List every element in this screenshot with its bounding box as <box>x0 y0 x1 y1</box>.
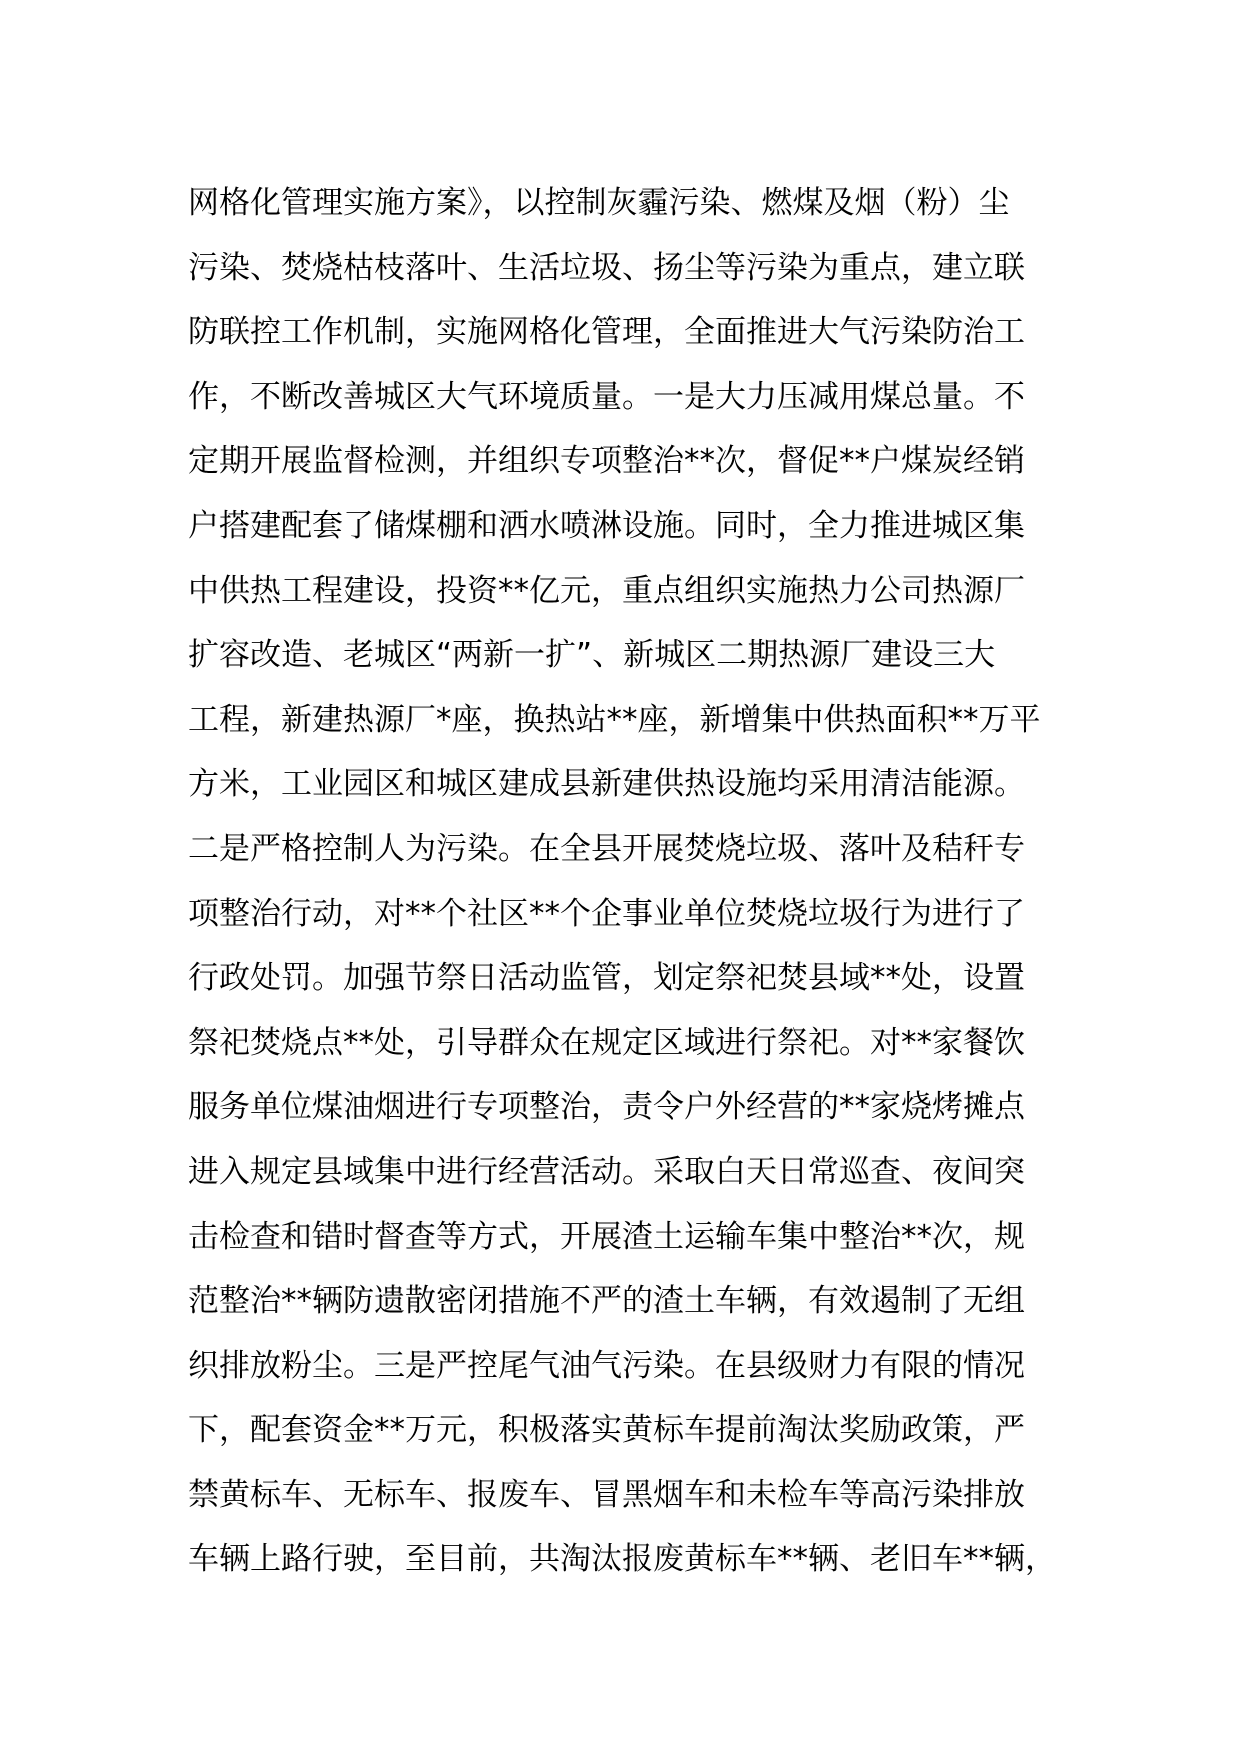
text-line-10: 方米，工业园区和城区建成县新建供热设施均采用清洁能源。 <box>188 766 1025 803</box>
text-line-5: 定期开展监督检测，并组织专项整治**次，督促**户煤炭经销 <box>188 443 1025 480</box>
text-line-1: 网格化管理实施方案》，以控制灰霾污染、燃煤及烟（粉）尘 <box>188 185 1010 221</box>
text-line-18: 范整治**辆防遗散密闭措施不严的渣土车辆，有效遏制了无组 <box>188 1283 1025 1320</box>
text-line-6: 户搭建配套了储煤棚和洒水喷淋设施。同时，全力推进城区集 <box>188 507 1025 544</box>
text-line-17: 击检查和错时督查等方式，开展渣土运输车集中整治**次，规 <box>188 1218 1025 1255</box>
text-line-16: 进入规定县域集中进行经营活动。采取白天日常巡查、夜间突 <box>188 1153 1025 1190</box>
text-line-7: 中供热工程建设，投资**亿元，重点组织实施热力公司热源厂 <box>188 572 1025 609</box>
text-line-22: 车辆上路行驶，至目前，共淘汰报废黄标车**辆、老旧车**辆， <box>188 1541 1056 1578</box>
text-line-4: 作，不断改善城区大气环境质量。一是大力压减用煤总量。不 <box>188 378 1025 415</box>
text-line-13: 行政处罚。加强节祭日活动监管，划定祭祀焚县域**处，设置 <box>188 960 1025 997</box>
text-line-14: 祭祀焚烧点**处，引导群众在规定区域进行祭祀。对**家餐饮 <box>188 1024 1025 1061</box>
text-line-15: 服务单位煤油烟进行专项整治，责令户外经营的**家烧烤摊点 <box>188 1089 1025 1126</box>
text-line-20: 下，配套资金**万元，积极落实黄标车提前淘汰奖励政策，严 <box>188 1412 1025 1449</box>
body-paragraph <box>188 171 1068 1592</box>
text-line-9: 工程，新建热源厂*座，换热站**座，新增集中供热面积**万平 <box>188 701 1041 738</box>
text-line-11: 二是严格控制人为污染。在全县开展焚烧垃圾、落叶及秸秆专 <box>188 830 1025 867</box>
text-line-2: 污染、焚烧枯枝落叶、生活垃圾、扬尘等污染为重点，建立联 <box>188 249 1025 286</box>
text-line-21: 禁黄标车、无标车、报废车、冒黑烟车和未检车等高污染排放 <box>188 1476 1025 1513</box>
text-line-19: 织排放粉尘。三是严控尾气油气污染。在县级财力有限的情况 <box>188 1347 1025 1384</box>
text-line-3: 防联控工作机制，实施网格化管理，全面推进大气污染防治工 <box>188 314 1025 351</box>
text-line-12: 项整治行动，对**个社区**个企事业单位焚烧垃圾行为进行了 <box>188 895 1025 932</box>
text-line-8: 扩容改造、老城区“两新一扩”、新城区二期热源厂建设三大 <box>188 637 996 674</box>
